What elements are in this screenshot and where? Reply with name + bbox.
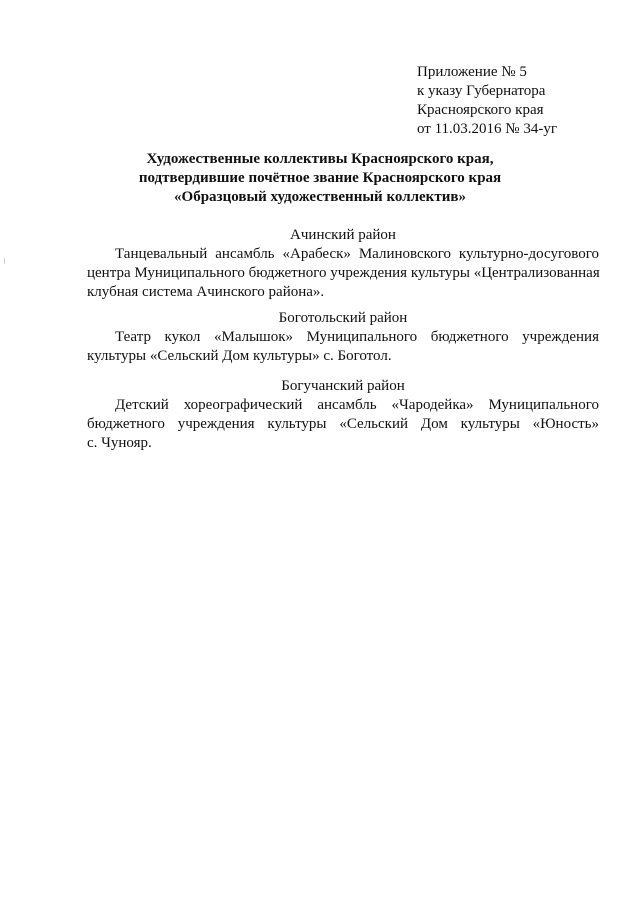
section-boguchansky xyxy=(87,377,599,453)
appendix-date: от 11.03.2016 № 34-уг xyxy=(417,121,558,137)
appendix-number: Приложение № 5 xyxy=(417,64,527,80)
body-line: Театр кукол «Малышок» Муниципального бюджетного учреждения xyxy=(115,329,599,345)
title-line-3: «Образцовый художественный коллектив» xyxy=(174,189,466,205)
district-heading: Богучанский район xyxy=(281,378,405,394)
section-achinsky xyxy=(87,226,599,302)
body-line: Танцевальный ансамбль «Арабеск» Малиновского культурно-досугового xyxy=(115,246,599,262)
body-line: бюджетного учреждения культуры «Сельский Дом культуры «Юность» xyxy=(87,416,599,432)
body-line: Детский хореографический ансамбль «Чародейка» Муниципального xyxy=(115,397,599,413)
scan-mark xyxy=(4,258,5,264)
document-title xyxy=(60,150,580,207)
section-body xyxy=(87,245,599,302)
appendix-decree-ref: к указу Губернатора xyxy=(417,83,546,99)
section-bogotolsky xyxy=(87,309,599,366)
body-line: центра Муниципального бюджетного учреждения культуры «Централизованная xyxy=(87,265,600,281)
body-line: клубная система Ачинского района». xyxy=(87,284,325,300)
body-line: культуры «Сельский Дом культуры» с. Боготол. xyxy=(87,348,392,364)
appendix-header xyxy=(417,63,557,139)
title-line-1: Художественные коллективы Красноярского края, xyxy=(146,151,494,167)
body-line: с. Чунояр. xyxy=(87,435,152,451)
district-heading: Ачинский район xyxy=(290,227,396,243)
appendix-region: Красноярского края xyxy=(417,102,544,118)
district-heading: Боготольский район xyxy=(278,310,408,326)
title-line-2: подтвердившие почётное звание Красноярского края xyxy=(138,170,502,186)
section-body xyxy=(87,328,599,366)
section-body xyxy=(87,396,599,453)
